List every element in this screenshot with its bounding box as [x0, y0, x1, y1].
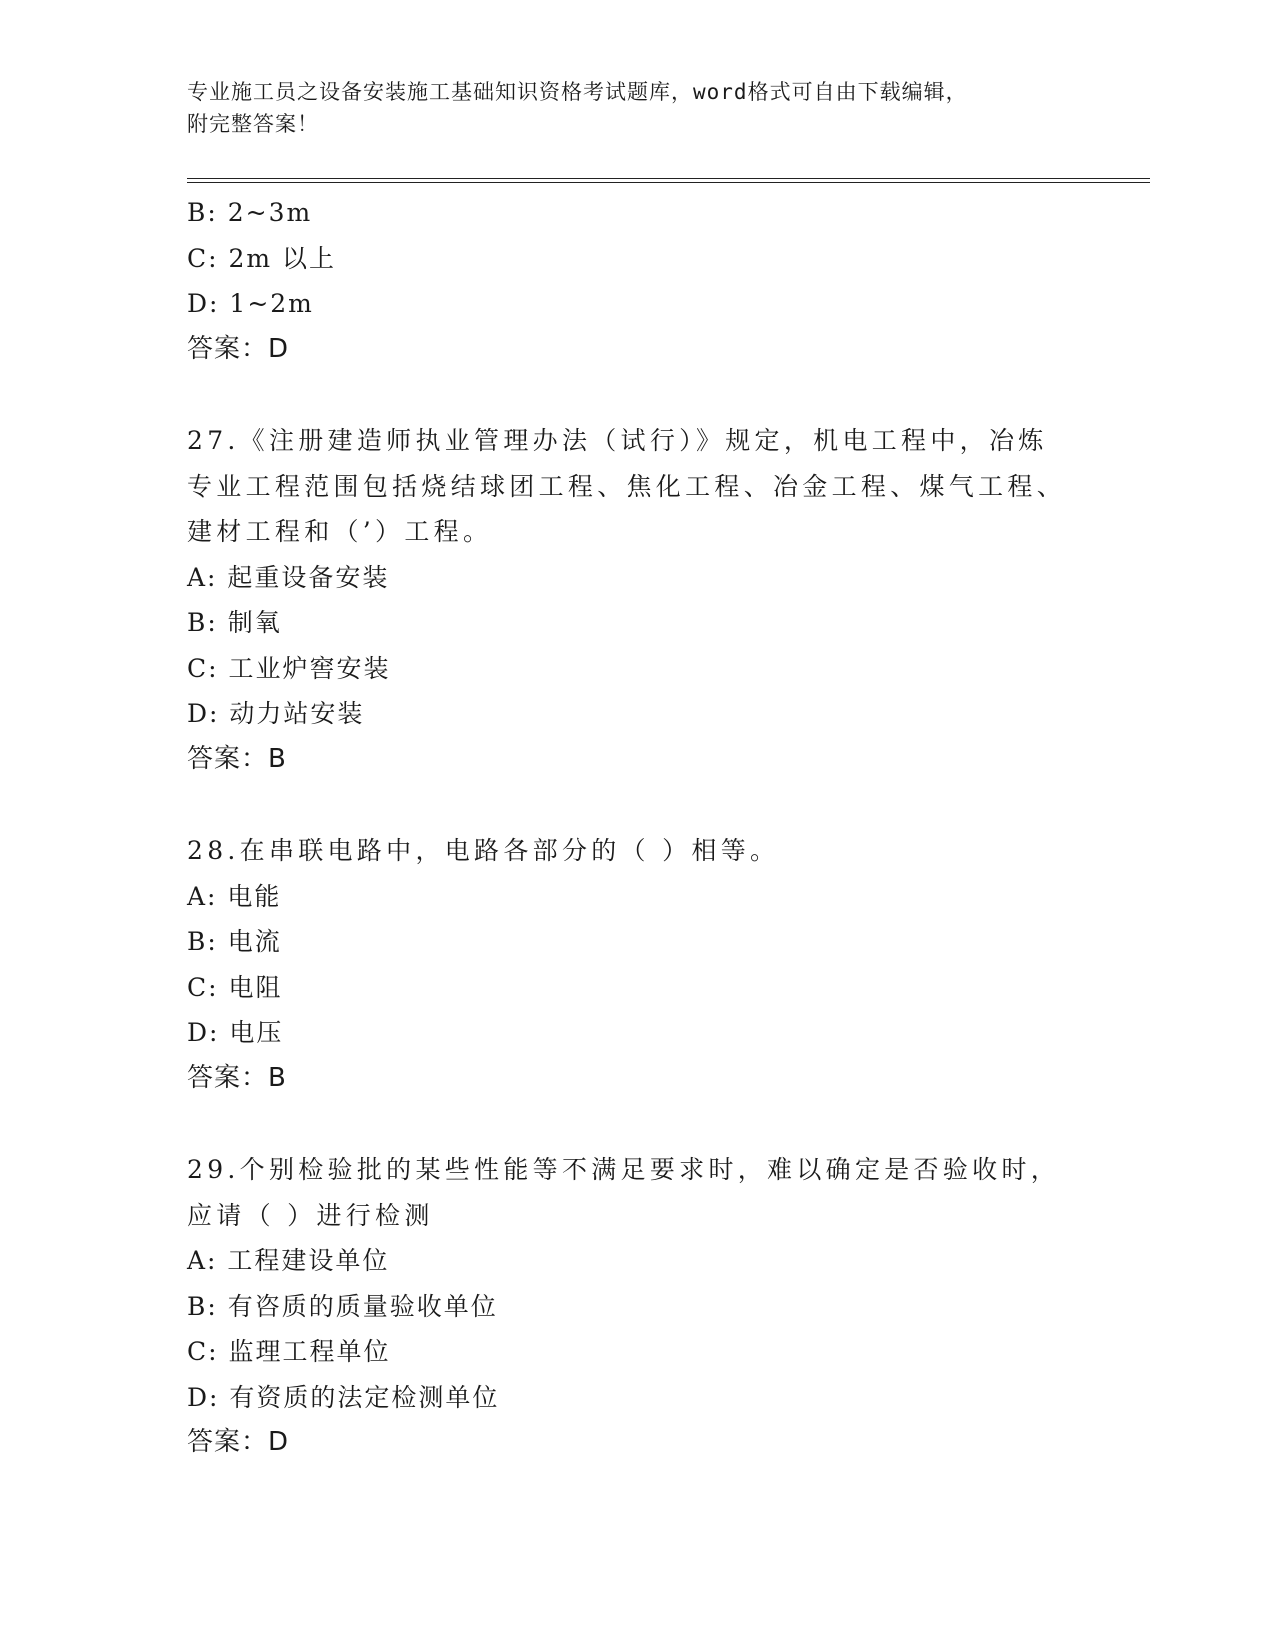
option-c: C: 监理工程单位 [187, 1337, 391, 1366]
question-26-continuation [187, 190, 1087, 372]
option-d: D: 1~2m [187, 289, 314, 318]
option-b: B: 电流 [187, 927, 282, 956]
answer-line: 答案：D [187, 333, 290, 364]
option-b: B: 制氧 [187, 608, 282, 637]
question-29 [187, 1147, 1087, 1466]
option-b: B: 2~3m [187, 198, 313, 227]
question-27 [187, 418, 1087, 782]
header-title-line-2: 附完整答案！ [187, 112, 319, 136]
option-c: C: 工业炉窖安装 [187, 653, 391, 683]
option-b: B: 有咨质的质量验收单位 [187, 1291, 498, 1321]
option-d: D: 有资质的法定检测单位 [187, 1382, 500, 1412]
answer-line: 答案：B [187, 1062, 287, 1093]
spacer [187, 1101, 1087, 1147]
option-c: C: 电阻 [187, 972, 283, 1002]
answer-line: 答案：D [187, 1427, 290, 1457]
document-header [187, 76, 1067, 140]
spacer [187, 782, 1087, 828]
spacer [187, 372, 1087, 418]
question-list [187, 190, 1087, 1466]
question-text: 27.《注册建造师执业管理办法（试行）》规定，机电工程中，冶炼专业工程范围包括烧结球团工程、焦化工程、冶金工程、煤气工程、建材工程和（’）工程。 [187, 426, 1067, 546]
option-c: C: 2m 以上 [187, 243, 337, 273]
option-a: A: 起重设备安装 [187, 562, 390, 592]
header-divider-top [187, 178, 1150, 179]
header-title-line-1: 专业施工员之设备安装施工基础知识资格考试题库，word格式可自由下载编辑， [187, 80, 968, 104]
question-text: 28.在串联电路中，电路各部分的（ ）相等。 [187, 836, 780, 865]
option-d: D: 电压 [187, 1018, 284, 1047]
answer-line: 答案：B [187, 743, 287, 774]
question-text: 29.个别检验批的某些性能等不满足要求时，难以确定是否验收时，应请（ ）进行检测 [187, 1155, 1061, 1230]
option-a: A: 工程建设单位 [187, 1246, 390, 1275]
question-28 [187, 828, 1087, 1101]
option-d: D: 动力站安装 [187, 699, 365, 728]
option-a: A: 电能 [187, 881, 282, 911]
header-divider-bottom [187, 182, 1150, 183]
